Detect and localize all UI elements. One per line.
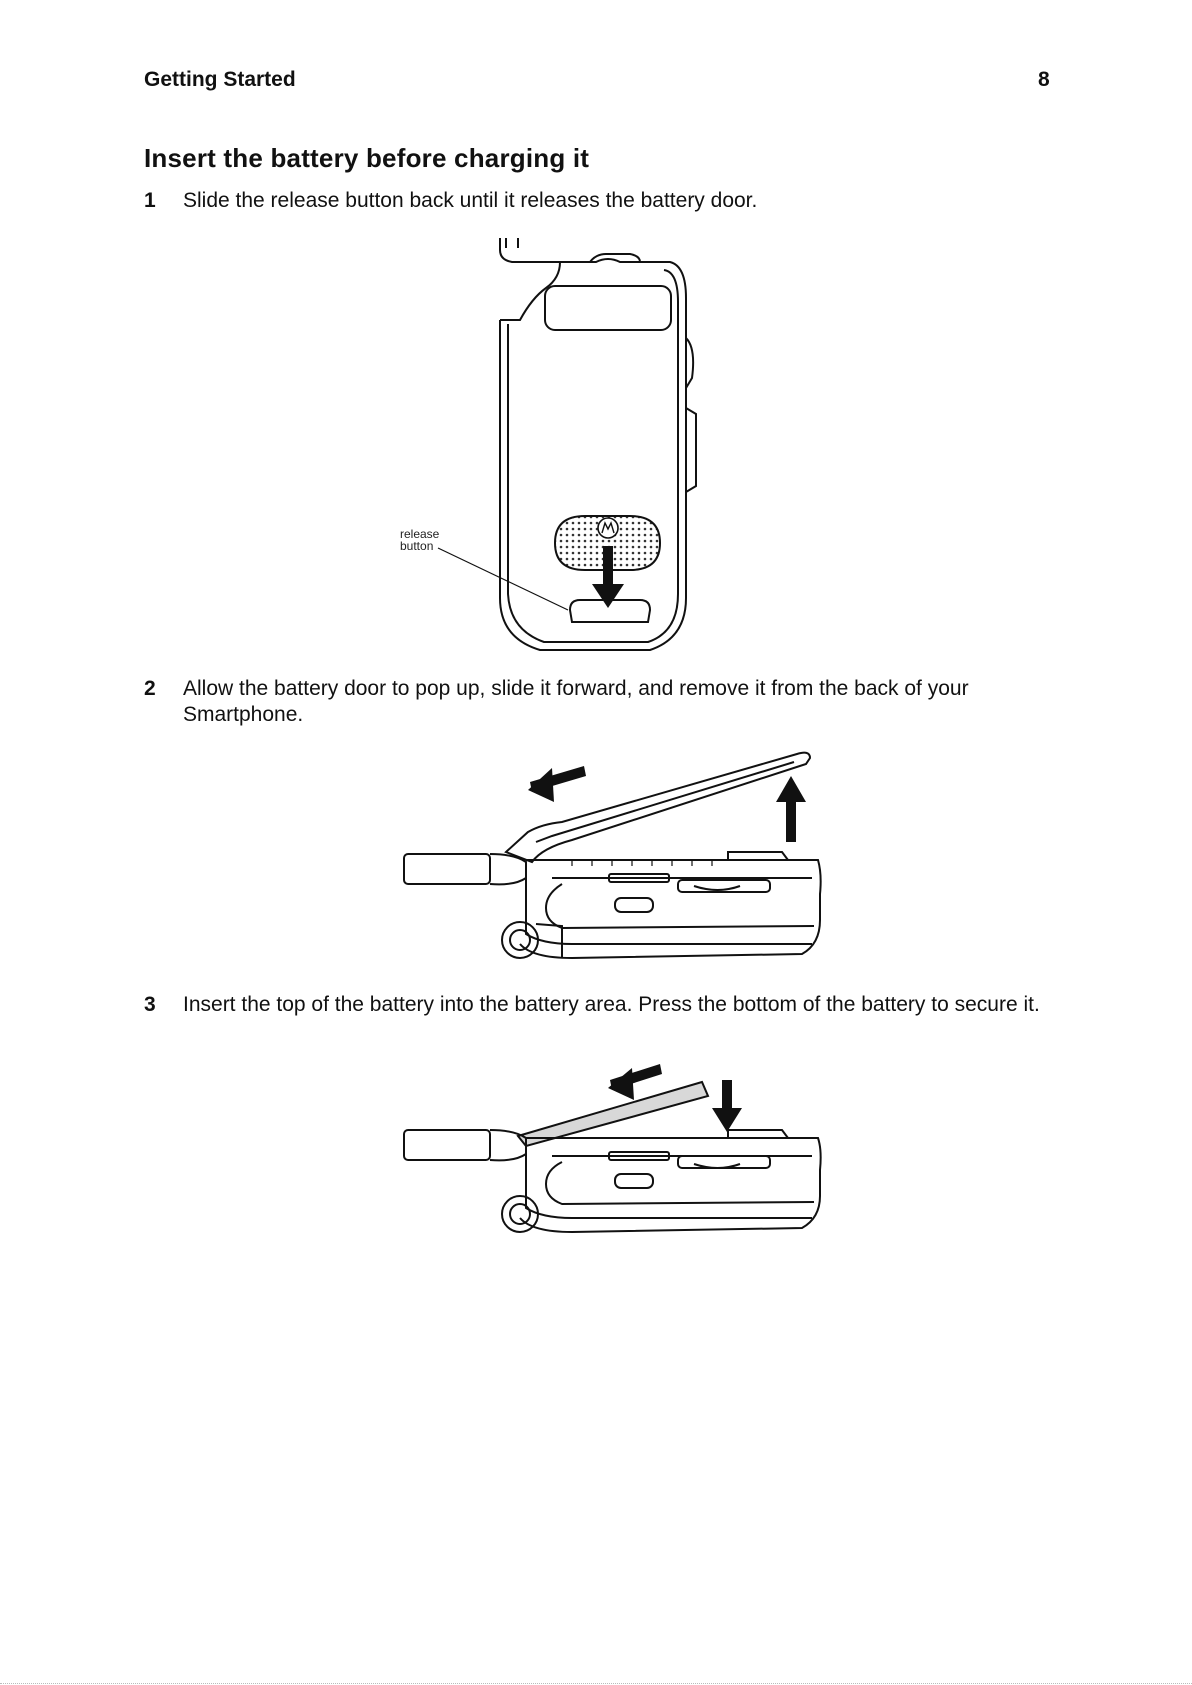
phone-back-illustration xyxy=(400,238,740,658)
step-number: 2 xyxy=(144,677,156,700)
figure-battery-insert xyxy=(402,1066,832,1246)
callout-leader xyxy=(438,548,568,610)
page-bottom-rule xyxy=(0,1683,1192,1684)
up-arrow-icon xyxy=(776,776,806,842)
step-text: Slide the release button back until it releases the battery door. xyxy=(183,189,758,212)
step-number: 1 xyxy=(144,189,156,212)
step-number: 3 xyxy=(144,993,156,1016)
phone-side-door-open-illustration xyxy=(402,744,832,966)
callout-release: release xyxy=(400,527,440,541)
figure-phone-back xyxy=(400,238,740,658)
battery xyxy=(518,1082,708,1146)
page-number: 8 xyxy=(1038,68,1050,91)
running-head: Getting Started xyxy=(144,68,296,91)
left-arrow-icon xyxy=(528,766,586,802)
step-text: Allow the battery door to pop up, slide it forward, and remove it from the back of your Smartphone. xyxy=(183,677,969,726)
callout-button: button xyxy=(400,539,434,553)
phone-side-battery-illustration xyxy=(402,1066,832,1246)
section-title: Insert the battery before charging it xyxy=(144,143,590,173)
left-arrow-icon xyxy=(608,1064,662,1100)
step-text: Insert the top of the battery into the battery area. Press the bottom of the battery to secure it. xyxy=(183,993,1040,1016)
down-arrow-icon xyxy=(712,1080,742,1132)
figure-door-removal xyxy=(402,744,832,966)
